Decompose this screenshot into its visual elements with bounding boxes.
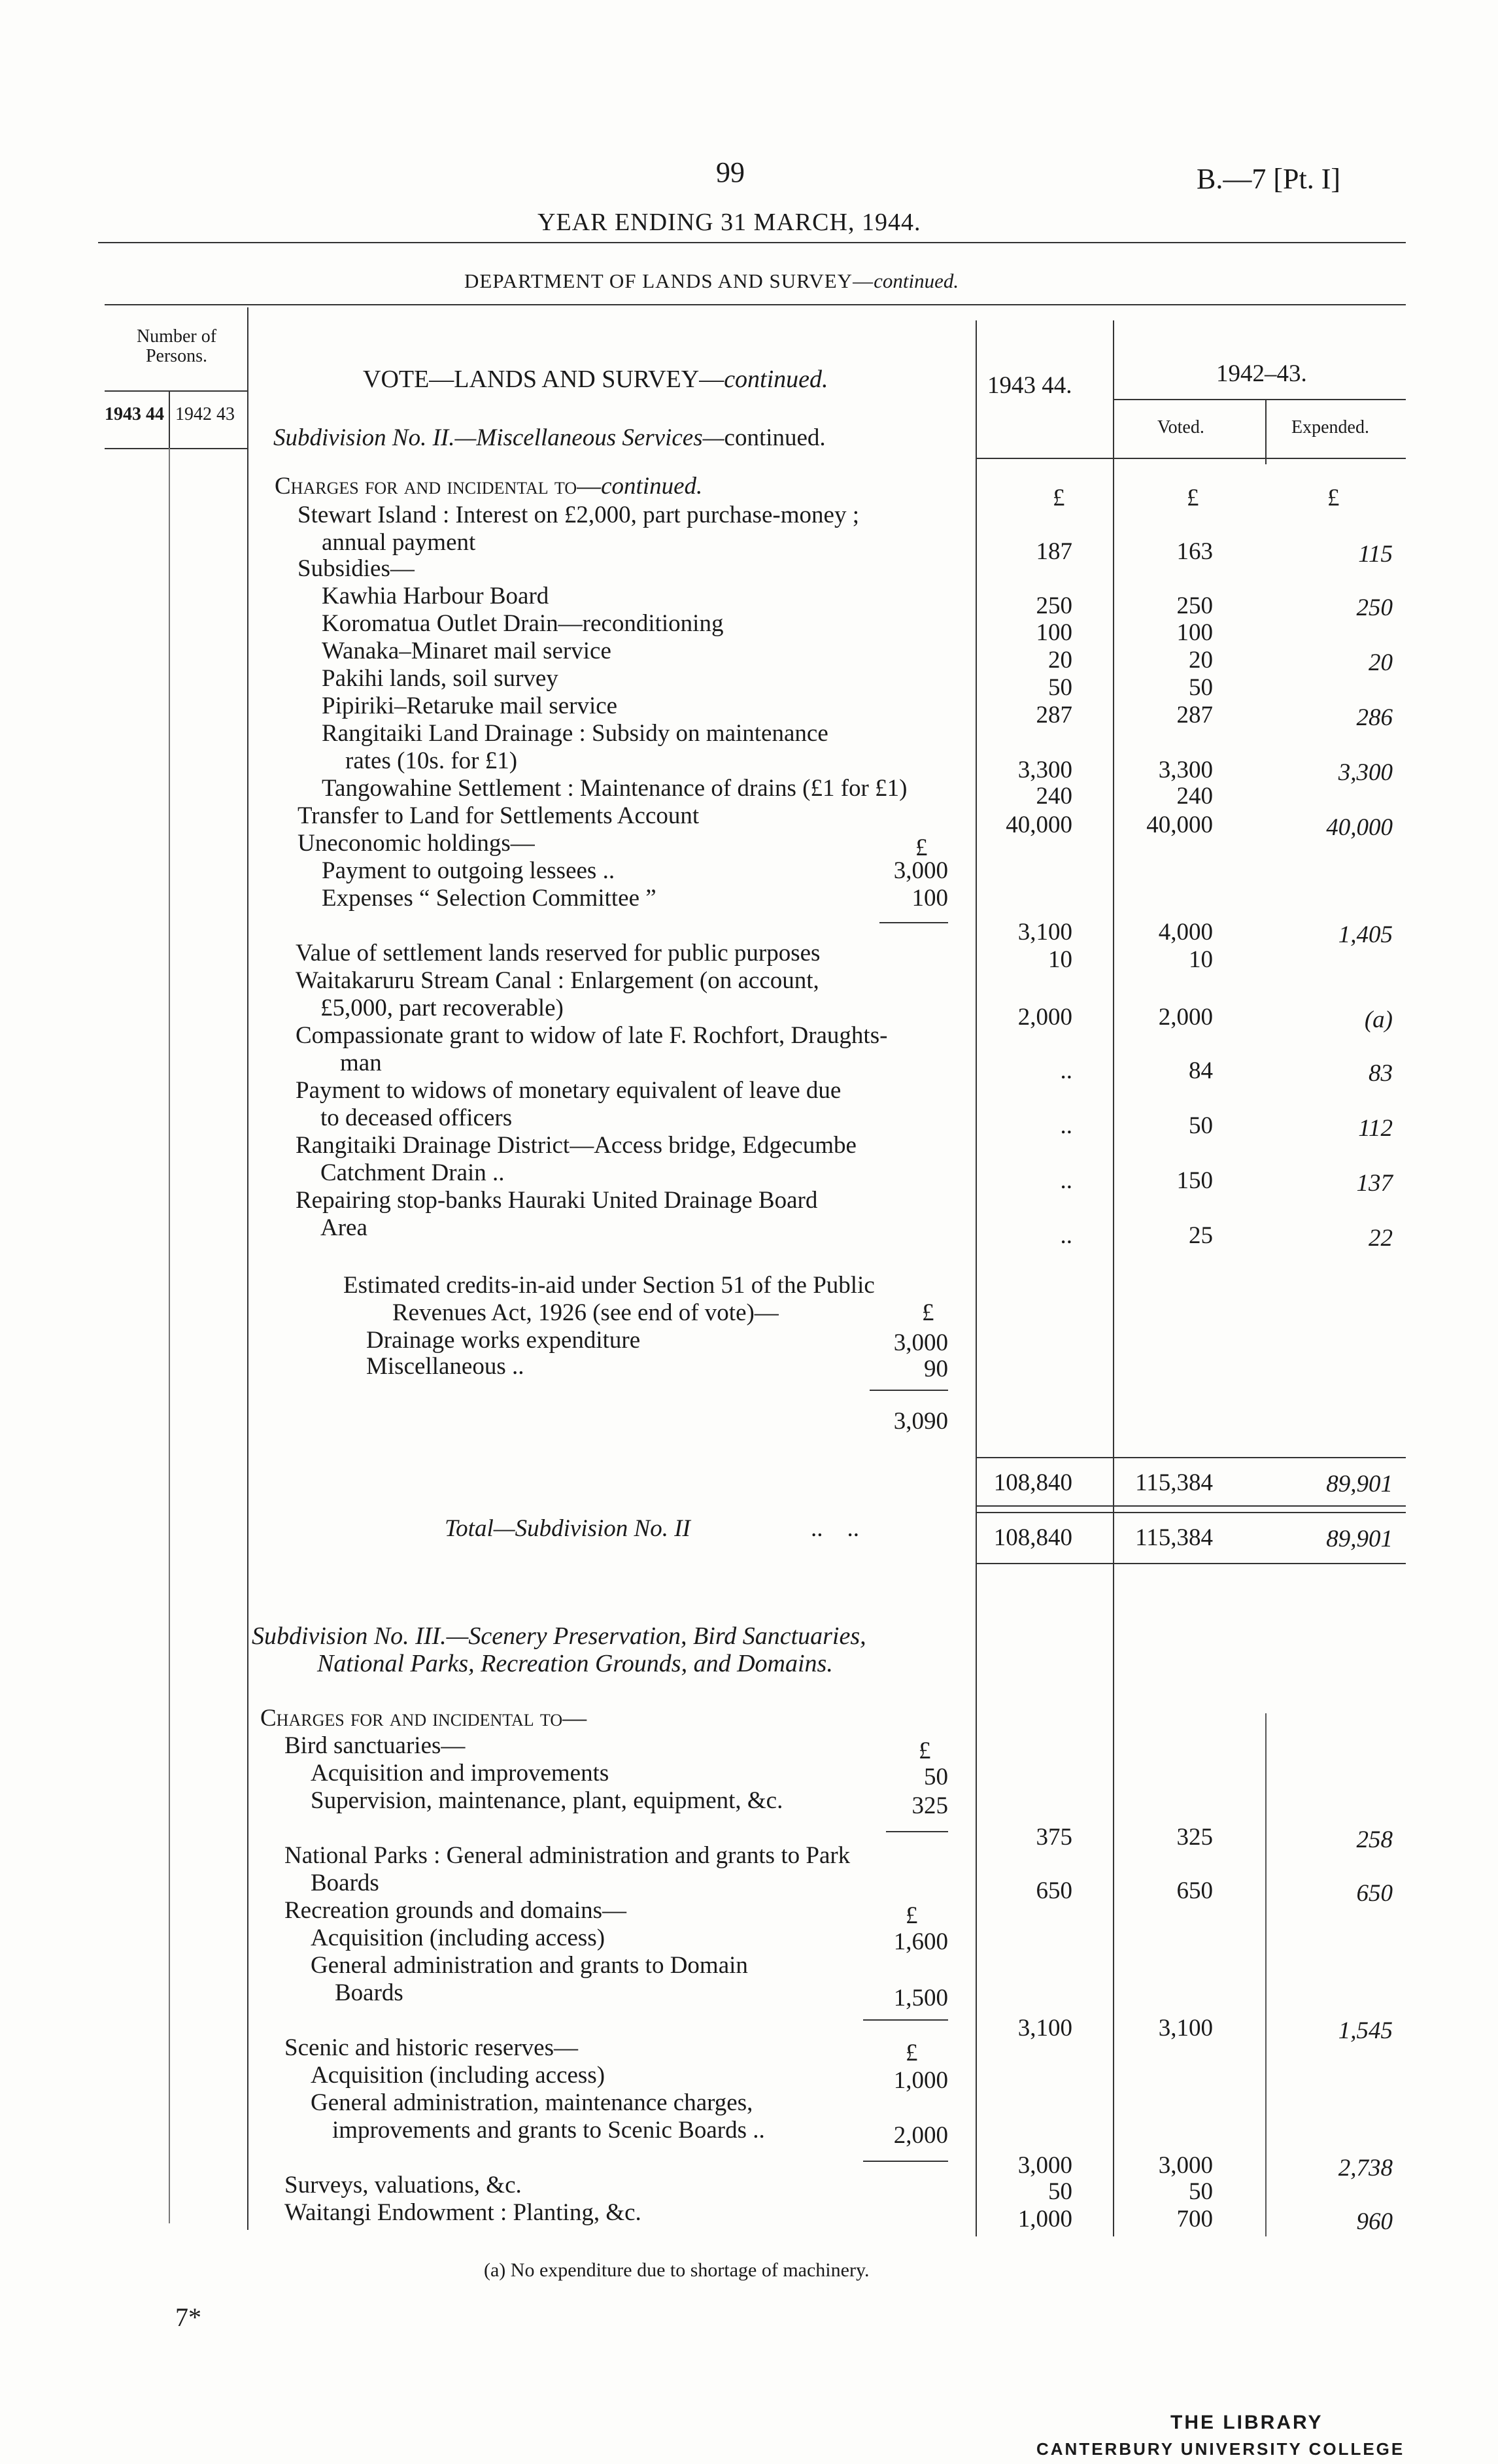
scenic-general-line2: improvements and grants to Scenic Boards .. xyxy=(332,2117,765,2144)
rule xyxy=(105,390,248,392)
transfer-voted: 40,000 xyxy=(1146,812,1213,838)
total-voted: 115,384 xyxy=(1135,1524,1213,1551)
access-bridge-voted: 150 xyxy=(1176,1167,1213,1194)
waitakaruru-line1: Waitakaruru Stream Canal : Enlargement (on account, xyxy=(296,967,819,994)
pound-sign: £ xyxy=(915,834,928,861)
access-bridge-1943-44: .. xyxy=(1060,1167,1072,1194)
value-settlement-voted: 10 xyxy=(1189,946,1213,973)
rule xyxy=(863,2161,948,2162)
rule xyxy=(870,1390,948,1391)
bird-acquisition-amount: 50 xyxy=(924,1764,948,1790)
pound-sign: £ xyxy=(1187,485,1199,511)
access-bridge-line1: Rangitaiki Drainage District—Access bridge, Edgecumbe xyxy=(296,1132,857,1159)
access-bridge-expended: 137 xyxy=(1356,1170,1393,1197)
footnote: (a) No expenditure due to shortage of machinery. xyxy=(484,2259,870,2281)
rule xyxy=(1265,399,1267,464)
scenic-acquisition-label: Acquisition (including access) xyxy=(311,2062,605,2089)
misc-amount: 90 xyxy=(924,1356,948,1382)
recreation-general-line2: Boards xyxy=(335,1979,403,2006)
kawhia-label: Kawhia Harbour Board xyxy=(322,583,549,609)
rule xyxy=(169,448,170,2223)
recreation-acquisition-amount: 1,600 xyxy=(893,1928,948,1955)
surveys-voted: 50 xyxy=(1189,2178,1213,2205)
pipiriki-voted: 287 xyxy=(1176,702,1213,728)
total-subdivision-2-label: Total—Subdivision No. II xyxy=(445,1515,690,1542)
payment-outgoing-amount: 3,000 xyxy=(893,857,948,884)
recreation-general-amount: 1,500 xyxy=(893,1985,948,2011)
waitakaruru-voted: 2,000 xyxy=(1158,1004,1213,1031)
waitangi-voted: 700 xyxy=(1176,2206,1213,2233)
misc-label: Miscellaneous .. xyxy=(366,1353,524,1380)
voted-header: Voted. xyxy=(1157,417,1204,437)
rangitaiki-line2: rates (10s. for £1) xyxy=(345,747,518,774)
scenic-voted: 3,000 xyxy=(1158,2152,1213,2179)
stewart-island-line2: annual payment xyxy=(322,529,476,556)
tangowahine-voted: 240 xyxy=(1176,783,1213,810)
library-stamp-line1: THE LIBRARY xyxy=(1170,2412,1323,2433)
recreation-acquisition-label: Acquisition (including access) xyxy=(311,1925,605,1951)
rule xyxy=(1265,1713,1267,2236)
rule xyxy=(105,304,1406,305)
rule xyxy=(976,1512,1406,1513)
expenses-selection-amount: 100 xyxy=(911,885,948,912)
subdivision-3-title-line1: Subdivision No. III.—Scenery Preservation, Bird Sanctuaries, xyxy=(252,1622,866,1650)
scenic-1943-44: 3,000 xyxy=(1017,2152,1072,2179)
hauraki-line1: Repairing stop-banks Hauraki United Drainage Board xyxy=(296,1187,818,1214)
uneconomic-heading: Uneconomic holdings— xyxy=(298,830,535,857)
rangitaiki-line1: Rangitaiki Land Drainage : Subsidy on maintenance xyxy=(322,720,828,747)
credits-line2: Revenues Act, 1926 (see end of vote)— xyxy=(392,1299,779,1326)
value-settlement-1943-44: 10 xyxy=(1048,946,1072,973)
compassionate-line1: Compassionate grant to widow of late F. Rochfort, Draughts- xyxy=(296,1022,888,1049)
compassionate-1943-44: .. xyxy=(1060,1057,1072,1084)
uneconomic-1943-44: 3,100 xyxy=(1017,919,1072,946)
page-number: 99 xyxy=(716,156,745,188)
kawhia-voted: 250 xyxy=(1176,592,1213,619)
waitangi-1943-44: 1,000 xyxy=(1017,2206,1072,2233)
hauraki-voted: 25 xyxy=(1189,1222,1213,1249)
widows-voted: 50 xyxy=(1189,1112,1213,1139)
subdivision-3-title-line2: National Parks, Recreation Grounds, and Domains. xyxy=(317,1650,833,1677)
pakihi-1943-44: 50 xyxy=(1048,674,1072,701)
transfer-label: Transfer to Land for Settlements Account xyxy=(298,802,700,829)
waitakaruru-expended: (a) xyxy=(1364,1006,1393,1033)
drainage-label: Drainage works expenditure xyxy=(366,1327,641,1354)
department-heading: DEPARTMENT OF LANDS AND SURVEY—continued. xyxy=(464,269,959,292)
widows-line1: Payment to widows of monetary equivalent of leave due xyxy=(296,1077,842,1104)
stewart-expended: 115 xyxy=(1358,541,1393,568)
pakihi-label: Pakihi lands, soil survey xyxy=(322,665,558,692)
tangowahine-1943-44: 240 xyxy=(1036,783,1072,810)
wanaka-expended: 20 xyxy=(1369,649,1393,676)
bird-supervision-label: Supervision, maintenance, plant, equipment, &c. xyxy=(311,1787,783,1814)
rule xyxy=(886,1831,948,1832)
parks-expended: 650 xyxy=(1356,1880,1393,1907)
recreation-expended: 1,545 xyxy=(1338,2017,1393,2044)
rule xyxy=(1113,399,1406,400)
vote-title: VOTE—LANDS AND SURVEY—continued. xyxy=(363,366,828,393)
scenic-general-line1: General administration, maintenance charges, xyxy=(311,2089,753,2116)
charges-heading: Charges for and incidental to—continued. xyxy=(275,473,703,500)
pakihi-voted: 50 xyxy=(1189,674,1213,701)
number-of-persons-header: Number of Persons. xyxy=(136,326,217,366)
recreation-heading: Recreation grounds and domains— xyxy=(284,1897,627,1924)
pound-sign: £ xyxy=(922,1299,934,1326)
bird-expended: 258 xyxy=(1356,1826,1393,1853)
bird-1943-44: 375 xyxy=(1036,1824,1072,1851)
payment-outgoing-label: Payment to outgoing lessees .. xyxy=(322,857,615,884)
drainage-amount: 3,000 xyxy=(893,1329,948,1356)
bird-sanctuaries-heading: Bird sanctuaries— xyxy=(284,1732,466,1759)
kawhia-1943-44: 250 xyxy=(1036,592,1072,619)
kawhia-expended: 250 xyxy=(1356,594,1393,621)
rule xyxy=(169,390,170,449)
bird-voted: 325 xyxy=(1176,1824,1213,1851)
compassionate-expended: 83 xyxy=(1369,1060,1393,1087)
credits-total: 3,090 xyxy=(893,1408,948,1435)
widows-line2: to deceased officers xyxy=(320,1104,513,1131)
signature-mark: 7* xyxy=(175,2302,201,2332)
hauraki-expended: 22 xyxy=(1369,1225,1393,1252)
subdivision-2-title: Subdivision No. II.—Miscellaneous Services—continued. xyxy=(273,424,826,451)
rule xyxy=(863,2019,948,2021)
rule xyxy=(976,458,1406,459)
sum-1943-44: 108,840 xyxy=(993,1469,1072,1496)
expended-header: Expended. xyxy=(1291,417,1369,437)
rule xyxy=(98,242,1406,243)
transfer-1943-44: 40,000 xyxy=(1006,812,1072,838)
waitangi-label: Waitangi Endowment : Planting, &c. xyxy=(284,2199,641,2226)
stewart-1943-44: 187 xyxy=(1036,538,1072,565)
col-1943-44-header: 1943 44. xyxy=(987,372,1072,399)
national-parks-line1: National Parks : General administration and grants to Park xyxy=(284,1842,851,1869)
pound-sign: £ xyxy=(1327,485,1340,511)
leader-dots: .. .. xyxy=(811,1515,859,1542)
recreation-general-line1: General administration and grants to Domain xyxy=(311,1952,748,1979)
scenic-expended: 2,738 xyxy=(1338,2155,1393,2182)
year-heading: YEAR ENDING 31 MARCH, 1944. xyxy=(537,209,921,236)
wanaka-1943-44: 20 xyxy=(1048,647,1072,674)
scenic-acquisition-amount: 1,000 xyxy=(893,2067,948,2094)
stewart-voted: 163 xyxy=(1176,538,1213,565)
report-reference: B.—7 [Pt. I] xyxy=(1197,163,1340,195)
sum-voted: 115,384 xyxy=(1135,1469,1213,1496)
pound-sign: £ xyxy=(1053,485,1065,511)
subsidies-heading: Subsidies— xyxy=(298,555,415,582)
rangitaiki-1943-44: 3,300 xyxy=(1017,757,1072,783)
pipiriki-expended: 286 xyxy=(1356,704,1393,731)
parks-voted: 650 xyxy=(1176,1877,1213,1904)
national-parks-line2: Boards xyxy=(311,1870,379,1896)
sum-expended: 89,901 xyxy=(1326,1471,1393,1497)
section3-charges-heading: Charges for and incidental to— xyxy=(260,1705,587,1732)
compassionate-voted: 84 xyxy=(1189,1057,1213,1084)
uneconomic-voted: 4,000 xyxy=(1158,919,1213,946)
expenses-selection-label: Expenses “ Selection Committee ” xyxy=(322,885,656,912)
hauraki-1943-44: .. xyxy=(1060,1222,1072,1249)
scenic-general-amount: 2,000 xyxy=(893,2122,948,2149)
parks-1943-44: 650 xyxy=(1036,1877,1072,1904)
surveys-label: Surveys, valuations, &c. xyxy=(284,2172,522,2199)
wanaka-voted: 20 xyxy=(1189,647,1213,674)
scenic-heading: Scenic and historic reserves— xyxy=(284,2034,578,2061)
bird-acquisition-label: Acquisition and improvements xyxy=(311,1760,609,1787)
pound-sign: £ xyxy=(906,2040,918,2066)
rule xyxy=(976,1563,1406,1564)
persons-1943-44-header: 1943 44 xyxy=(105,404,164,424)
waitangi-expended: 960 xyxy=(1356,2208,1393,2235)
pipiriki-1943-44: 287 xyxy=(1036,702,1072,728)
rule xyxy=(976,1457,1406,1458)
tangowahine-label: Tangowahine Settlement : Maintenance of drains (£1 for £1) xyxy=(322,775,908,802)
transfer-expended: 40,000 xyxy=(1326,814,1393,841)
koromatua-1943-44: 100 xyxy=(1036,619,1072,646)
hauraki-line2: Area xyxy=(320,1214,367,1241)
value-settlement-label: Value of settlement lands reserved for public purposes xyxy=(296,940,821,967)
library-stamp-line2: CANTERBURY UNIVERSITY COLLEGE xyxy=(1036,2439,1405,2459)
credits-line1: Estimated credits-in-aid under Section 51 of the Public xyxy=(343,1272,875,1299)
stewart-island-line1: Stewart Island : Interest on £2,000, part purchase-money ; xyxy=(298,502,859,528)
recreation-1943-44: 3,100 xyxy=(1017,2015,1072,2042)
widows-1943-44: .. xyxy=(1060,1112,1072,1139)
widows-expended: 112 xyxy=(1358,1115,1393,1142)
pound-sign: £ xyxy=(906,1902,918,1929)
recreation-voted: 3,100 xyxy=(1158,2015,1213,2042)
rangitaiki-expended: 3,300 xyxy=(1338,759,1393,786)
total-1943-44: 108,840 xyxy=(993,1524,1072,1551)
total-expended: 89,901 xyxy=(1326,1526,1393,1552)
surveys-1943-44: 50 xyxy=(1048,2178,1072,2205)
uneconomic-expended: 1,405 xyxy=(1338,921,1393,948)
rangitaiki-voted: 3,300 xyxy=(1158,757,1213,783)
bird-supervision-amount: 325 xyxy=(911,1792,948,1819)
pipiriki-label: Pipiriki–Retaruke mail service xyxy=(322,693,618,719)
koromatua-voted: 100 xyxy=(1176,619,1213,646)
waitakaruru-1943-44: 2,000 xyxy=(1017,1004,1072,1031)
rule xyxy=(976,1505,1406,1507)
col-1942-43-header: 1942–43. xyxy=(1216,360,1307,387)
rule xyxy=(247,307,248,2230)
access-bridge-line2: Catchment Drain .. xyxy=(320,1159,505,1186)
rule xyxy=(105,448,248,449)
waitakaruru-line2: £5,000, part recoverable) xyxy=(320,995,564,1021)
wanaka-label: Wanaka–Minaret mail service xyxy=(322,638,611,664)
persons-1942-43-header: 1942 43 xyxy=(175,404,235,424)
rule xyxy=(879,922,948,923)
compassionate-line2: man xyxy=(340,1050,382,1076)
koromatua-label: Koromatua Outlet Drain—reconditioning xyxy=(322,610,724,637)
pound-sign: £ xyxy=(919,1737,931,1764)
